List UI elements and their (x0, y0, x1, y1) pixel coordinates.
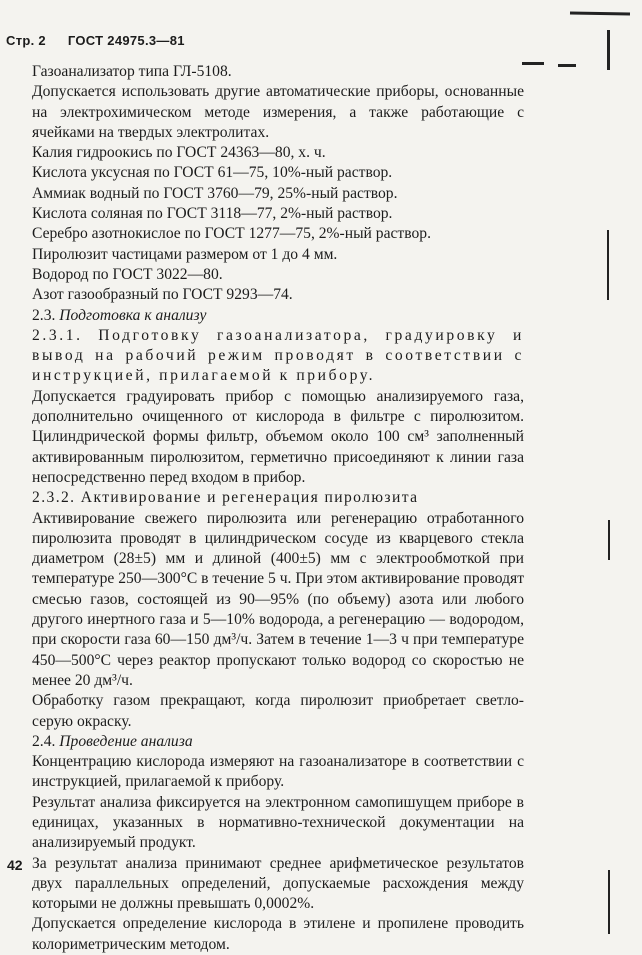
list-item: Калия гидроокись по ГОСТ 24363—80, х. ч. (32, 144, 326, 162)
section-number: 2.3. (32, 306, 56, 324)
scan-edge-line (607, 230, 609, 300)
list-item: Пиролюзит частицами размером от 1 до 4 мм. (32, 245, 338, 263)
paragraph: Допускается использовать другие автоматические приборы, основанные на электрохимическом методе измерения, а также работающие с ячейками на твердых электролитах. (32, 83, 524, 141)
standard-number: ГОСТ 24975.3—81 (67, 33, 185, 48)
running-header (6, 33, 197, 48)
scan-edge-mark (522, 62, 544, 65)
paragraph: Активирование свежего пиролюзита или регенерацию отработанного пиролюзита проводят в цилиндрическом сосуде из кварцевого стекла диаметром (28±5) мм и длиной (400±5) мм с электрообмоткой при температуре 250—300°С в течение 5 ч. При этом активирование проводят смесью газов, состоящей из 90—95% (по объему) азота или любого другого инертного газа и 5—10% водорода, а регенерацию — водородом, при скорости газа 60—150 дм³/ч. Затем в течение 1—3 ч при температуре 450—500°С через реактор пропускают только водород со скоростью не менее 20 дм³/ч. (32, 509, 525, 689)
paragraph: Газоанализатор типа ГЛ-5108. (32, 63, 232, 80)
paragraph: Результат анализа фиксируется на электронном самопишущем приборе в единицах, указанных в нормативно-технической документации на анализируемый продукт. (32, 793, 524, 852)
paragraph: Концентрацию кислорода измеряют на газоанализаторе в соответствии с инструкцией, прилагаемой к прибору. (32, 753, 524, 791)
scan-edge-line (608, 520, 610, 560)
section-title: Подготовка к анализу (59, 306, 207, 324)
list-item: Кислота уксусная по ГОСТ 61—75, 10%-ный раствор. (32, 164, 393, 182)
scan-edge-mark (558, 64, 576, 67)
paragraph: 2.3.1. Подготовку газоанализатора, градуировку и вывод на рабочий режим проводят в соответствии с инструкцией, прилагаемой к прибору. (32, 326, 524, 385)
list-item: Серебро азотнокислое по ГОСТ 1277—75, 2%-ный раствор. (32, 225, 431, 243)
list-item: Аммиак водный по ГОСТ 3760—79, 25%-ный раствор. (32, 184, 398, 202)
paragraph: За результат анализа принимают среднее арифметическое результатов двух параллельных определений, допускаемые расхождения между которыми не должны превышать 0,0002%. (32, 854, 524, 913)
paragraph: Допускается градуировать прибор с помощью анализируемого газа, дополнительно очищенного от кислорода в фильтре с пиролюзитом. Цилиндрической формы фильтр, объемом около 100 см³ заполненный активированным пиролюзитом, герметично присоединяют к линии газа непосредственно перед входом в прибор. (32, 387, 524, 486)
page-label: Стр. 2 (6, 33, 46, 48)
list-item: Водород по ГОСТ 3022—80. (32, 265, 223, 283)
scan-edge-mark (570, 11, 630, 15)
list-item: Азот газообразный по ГОСТ 9293—74. (32, 286, 293, 304)
section-title: Проведение анализа (59, 732, 193, 750)
scan-edge-line (608, 870, 610, 934)
section-number: 2.4. (32, 732, 56, 750)
document-body (32, 62, 524, 955)
section-heading-2-3 (32, 306, 524, 326)
page-number: 42 (7, 857, 23, 873)
section-heading-2-4 (32, 732, 524, 752)
list-item: Кислота соляная по ГОСТ 3118—77, 2%-ный раствор. (32, 205, 393, 223)
subsection-heading: 2.3.2. Активирование и регенерация пиролюзита (32, 489, 419, 507)
scan-edge-line (607, 30, 610, 70)
paragraph: Допускается определение кислорода в этилене и пропилене проводить колориметрическим методом. (32, 915, 524, 953)
paragraph: Обработку газом прекращают, когда пиролюзит приобретает светло-серую окраску. (32, 692, 524, 730)
